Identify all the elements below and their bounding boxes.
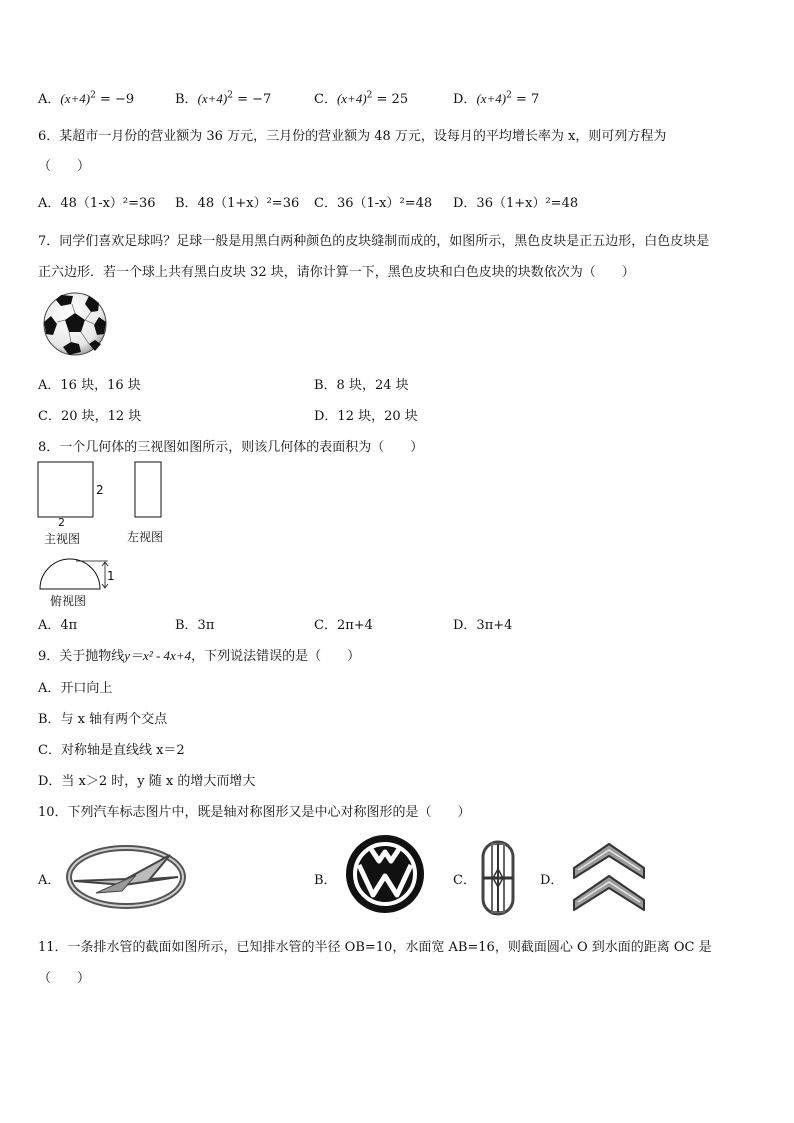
q10-option-d-letter: D． bbox=[540, 873, 564, 888]
front-view-square bbox=[38, 462, 93, 517]
q8-dim-height: 1 bbox=[107, 569, 115, 583]
citroen-logo-icon bbox=[570, 838, 648, 914]
q10-option-a-letter: A． bbox=[38, 873, 61, 888]
lincoln-logo-icon bbox=[480, 839, 516, 917]
q8-top-view-label: 俯视图 bbox=[50, 594, 87, 608]
q10-option-c-letter: C． bbox=[453, 873, 476, 888]
q6-option-d: D．36（1+x）²=48 bbox=[453, 196, 579, 211]
q6-option-b: B．48（1+x）²=36 bbox=[175, 196, 300, 211]
top-view-semicircle bbox=[40, 559, 100, 589]
q7-option-d: D．12 块，20 块 bbox=[314, 409, 418, 424]
q6-option-a: A．48（1-x）²=36 bbox=[38, 196, 156, 211]
opel-logo-icon bbox=[66, 845, 186, 909]
q8-dim-side: 2 bbox=[96, 483, 104, 497]
q8-left-view-label: 左视图 bbox=[127, 530, 164, 544]
q7-option-a: A．16 块，16 块 bbox=[38, 378, 141, 393]
q8-dim-bottom: 2 bbox=[58, 516, 65, 529]
q6-option-c: C．36（1-x）²=48 bbox=[314, 196, 433, 211]
q6-answer-blank: （ ） bbox=[38, 159, 91, 174]
q11-stem: 11．一条排水管的截面如图所示，已知排水管的半径 OB=10，水面宽 AB=16，则截面圆心 O 到水面的距离 OC 是 bbox=[38, 940, 712, 955]
q9-option-a: A．开口向上 bbox=[38, 681, 113, 696]
q7-stem-line1: 7．同学们喜欢足球吗？足球一般是用黑白两种颜色的皮块缝制而成的，如图所示，黑色皮块是正五边形，白色皮块是 bbox=[38, 234, 710, 249]
q5-option-d: D．$(x+4)^2 = 7$ bbox=[453, 90, 540, 107]
q7-option-b: B．8 块，24 块 bbox=[314, 378, 409, 393]
q5-option-a: A．$(x+4)^2 = -9$ bbox=[38, 90, 135, 107]
q10-option-b-letter: B． bbox=[314, 873, 337, 888]
q5-option-b: B．$(x+4)^2 = -7$ bbox=[175, 90, 272, 107]
q8-option-a: A．4π bbox=[38, 618, 78, 633]
q8-option-d: D．3π+4 bbox=[453, 618, 513, 633]
volkswagen-logo-icon bbox=[345, 833, 425, 915]
q9-option-d: D．当 x＞2 时，y 随 x 的增大而增大 bbox=[38, 774, 256, 789]
q10-stem: 10．下列汽车标志图片中，既是轴对称图形又是中心对称图形的是（ ） bbox=[38, 805, 471, 820]
q8-stem: 8．一个几何体的三视图如图所示，则该几何体的表面积为（ ） bbox=[38, 440, 424, 455]
q9-stem: 9．关于抛物线y＝x² - 4x+4，下列说法错误的是（ ） bbox=[38, 648, 361, 664]
q7-stem-line2: 正六边形．若一个球上共有黑白皮块 32 块，请你计算一下，黑色皮块和白色皮块的块数依次为（ ） bbox=[38, 265, 635, 280]
soccer-ball-icon bbox=[43, 292, 107, 356]
q9-option-b: B．与 x 轴有两个交点 bbox=[38, 712, 168, 727]
q5-option-c: C．$(x+4)^2 = 25$ bbox=[314, 90, 409, 107]
q11-answer-blank: （ ） bbox=[38, 971, 91, 986]
q8-option-b: B．3π bbox=[175, 618, 215, 633]
q9-option-c: C．对称轴是直线线 x＝2 bbox=[38, 743, 185, 758]
q7-option-c: C．20 块，12 块 bbox=[38, 409, 142, 424]
q8-option-c: C．2π+4 bbox=[314, 618, 373, 633]
q8-front-view-label: 主视图 bbox=[44, 532, 81, 546]
q6-stem: 6．某超市一月份的营业额为 36 万元，三月份的营业额为 48 万元，设每月的平均增长率为 x，则可列方程为 bbox=[38, 129, 667, 144]
left-view-rect bbox=[135, 462, 161, 517]
